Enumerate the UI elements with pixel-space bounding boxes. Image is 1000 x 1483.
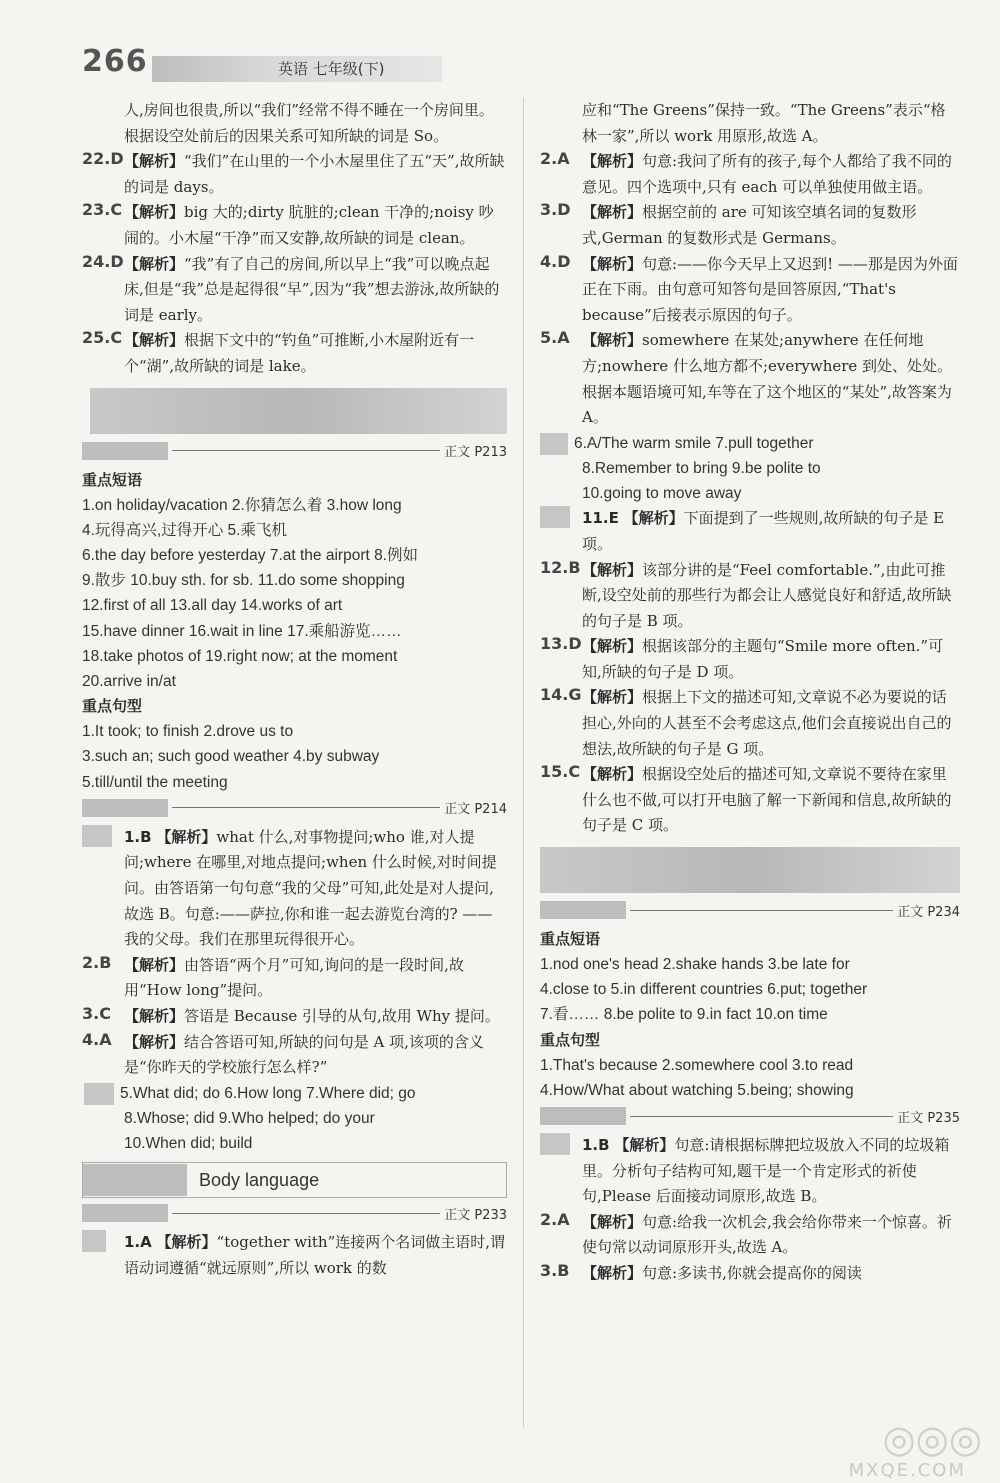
answer-r5: 5.A 【解析】somewhere 在某处;anywhere 在任何地方;nowhere 什么地方都不;everywhere 到处、处处。根据本题语境可知,车等在了这个地区的“某处”,故答案为 A。 [540, 328, 953, 427]
phrase-line: 1.nod one's head 2.shake hands 3.be late for [540, 956, 850, 974]
phrase-line: 4.玩得高兴,过得开心 5.乘飞机 [82, 521, 287, 539]
phrase-line: 20.arrive in/at [82, 672, 176, 690]
fill-line: 10.going to move away [582, 485, 742, 503]
answer-c1: 1.A 【解析】“together with”连接两个名词做主语时,谓语动词遵循“就远原则”,所以 work 的数 [82, 1230, 507, 1281]
answer-22: 22.D 【解析】“我们”在山里的一个小木屋里住了五“天”,故所缺的词是 days。 [82, 149, 505, 196]
left-column [82, 98, 507, 1282]
phrase-line: 1.on holiday/vacation 2.你猜怎么着 3.how long [82, 496, 402, 514]
answer-s3: 3.B 【解析】句意:多读书,你就会提高你的阅读 [540, 1261, 862, 1283]
reference-row: 正文 P234 [540, 899, 960, 921]
continued-text: 应和“The Greens”保持一致。“The Greens”表示“格林一家”,所以 work 用原形,故选 A。 [582, 101, 946, 145]
fill-line: 5.What did; do 6.How long 7.Where did; go [82, 1081, 507, 1106]
answer-b2: 2.B 【解析】由答语“两个月”可知,询问的是一段时间,故用“How long”提问。 [82, 952, 464, 1000]
answer-r2: 2.A 【解析】句意:我问了所有的孩子,每个人都给了我不同的意见。四个选项中,只有 each 可以单独使用做主语。 [540, 149, 952, 196]
reference-row: 正文 P214 [82, 797, 507, 819]
phrase-line: 12.first of all 13.all day 14.works of art [82, 597, 343, 615]
key-phrases-heading: 重点短语 [82, 470, 143, 489]
answer-r3: 3.D 【解析】根据空前的 are 可知该空填名词的复数形式,German 的复数形式是 Germans。 [540, 200, 917, 247]
sentence-line: 3.such an; such good weather 4.by subway [82, 748, 380, 766]
phrase-line: 4.close to 5.in different countries 6.put; together [540, 981, 868, 999]
right-column [540, 98, 960, 1287]
reference-row: 正文 P233 [82, 1202, 507, 1224]
continued-text: 人,房间也很贵,所以“我们”经常不得不睡在一个房间里。根据设空处前后的因果关系可知所缺的词是 So。 [124, 101, 494, 145]
answer-b4: 4.A 【解析】结合答语可知,所缺的问句是 A 项,该项的含义是“你昨天的学校旅行怎么样?” [82, 1029, 484, 1077]
phrase-line: 7.看…… 8.be polite to 9.in fact 10.on time [540, 1006, 828, 1024]
fill-line: 8.Whose; did 9.Who helped; do your [124, 1109, 375, 1127]
sentence-line: 1.It took; to finish 2.drove us to [82, 723, 294, 741]
module-title-box: Body language [82, 1162, 507, 1198]
phrase-line: 15.have dinner 16.wait in line 17.乘船游览…… [82, 622, 402, 640]
section-banner [540, 847, 960, 893]
phrase-line: 18.take photos of 19.right now; at the moment [82, 647, 398, 665]
answer-r12: 12.B 【解析】该部分讲的是“Feel comfortable.”,由此可推断,设空处前的那些行为都会让人感觉良好和舒适,故所缺的句子是 B 项。 [540, 557, 952, 630]
sentence-line: 1.That's because 2.somewhere cool 3.to read [540, 1056, 854, 1074]
reference-row: 正文 P235 [540, 1105, 960, 1127]
key-sentences-heading: 重点句型 [540, 1030, 601, 1049]
key-sentences-heading: 重点句型 [82, 697, 143, 716]
answer-r11: 11.E 【解析】下面提到了一些规则,故所缺的句子是 E 项。 [540, 506, 960, 557]
answer-s2: 2.A 【解析】句意:给我一次机会,我会给你带来一个惊喜。祈使句常以动词原形开头,故选 A。 [540, 1209, 952, 1257]
section-banner [90, 388, 507, 434]
answer-r14: 14.G 【解析】根据上下文的描述可知,文章说不必为要说的话担心,外向的人甚至不会考虑这点,他们会直接说出自己的想法,故所缺的句子是 G 项。 [540, 685, 952, 758]
phrase-line: 9.散步 10.buy sth. for sb. 11.do some shopping [82, 572, 405, 590]
answer-b3: 3.C 【解析】答语是 Because 引导的从句,故用 Why 提问。 [82, 1003, 500, 1025]
phrase-line: 6.the day before yesterday 7.at the airport 8.例如 [82, 546, 419, 564]
page-number: 266 [82, 44, 148, 79]
sentence-line: 5.till/until the meeting [82, 773, 228, 791]
answer-23: 23.C 【解析】big 大的;dirty 肮脏的;clean 干净的;noisy 吵闹的。小木屋“干净”而又安静,故所缺的词是 clean。 [82, 200, 494, 247]
answer-s1: 1.B 【解析】句意:请根据标牌把垃圾放入不同的垃圾箱里。分析句子结构可知,题干是一个肯定形式的祈使句,Please 后面接动词原形,故选 B。 [540, 1133, 960, 1210]
answer-r15: 15.C 【解析】根据设空处后的描述可知,文章说不要待在家里什么也不做,可以打开电脑了解一下新闻和信息,故所缺的句子是 C 项。 [540, 762, 952, 835]
fill-line: 10.When did; build [124, 1135, 253, 1153]
answer-25: 25.C 【解析】根据下文中的“钓鱼”可推断,小木屋附近有一个“湖”,故所缺的词是 lake。 [82, 328, 475, 375]
answer-b1: 1.B 【解析】what 什么,对事物提问;who 谁,对人提问;where 在哪里,对地点提问;when 什么时候,对时间提问。由答语第一句句意“我的父母”可知,此处是对人提问,故选 B。句意:——萨拉,你和谁一起去游览台湾的? ——我的父母。我们在那里玩得很开心。 [82, 825, 507, 953]
watermark-text: MXQE.COM [848, 1460, 966, 1481]
watermark-logo: ◎◎◎ [882, 1417, 982, 1461]
reference-row: 正文 P213 [82, 440, 507, 462]
fill-line: 6.A/The warm smile 7.pull together [540, 431, 960, 456]
header-title: 英语 七年级(下) [278, 60, 385, 78]
answer-r4: 4.D 【解析】句意:——你今天早上又迟到! ——那是因为外面正在下雨。由句意可知答句是回答原因,“That's because”后接表示原因的句子。 [540, 251, 958, 324]
answer-r13: 13.D 【解析】根据该部分的主题句“Smile more often.”可知,所缺的句子是 D 项。 [540, 634, 944, 681]
fill-line: 8.Remember to bring 9.be polite to [582, 459, 821, 477]
column-divider [523, 98, 524, 1428]
key-phrases-heading: 重点短语 [540, 930, 601, 949]
sentence-line: 4.How/What about watching 5.being; showing [540, 1081, 854, 1099]
answer-24: 24.D 【解析】“我”有了自己的房间,所以早上“我”可以晚点起床,但是“我”总是起得很“早”,因为“我”想去游泳,故所缺的词是 early。 [82, 251, 500, 324]
